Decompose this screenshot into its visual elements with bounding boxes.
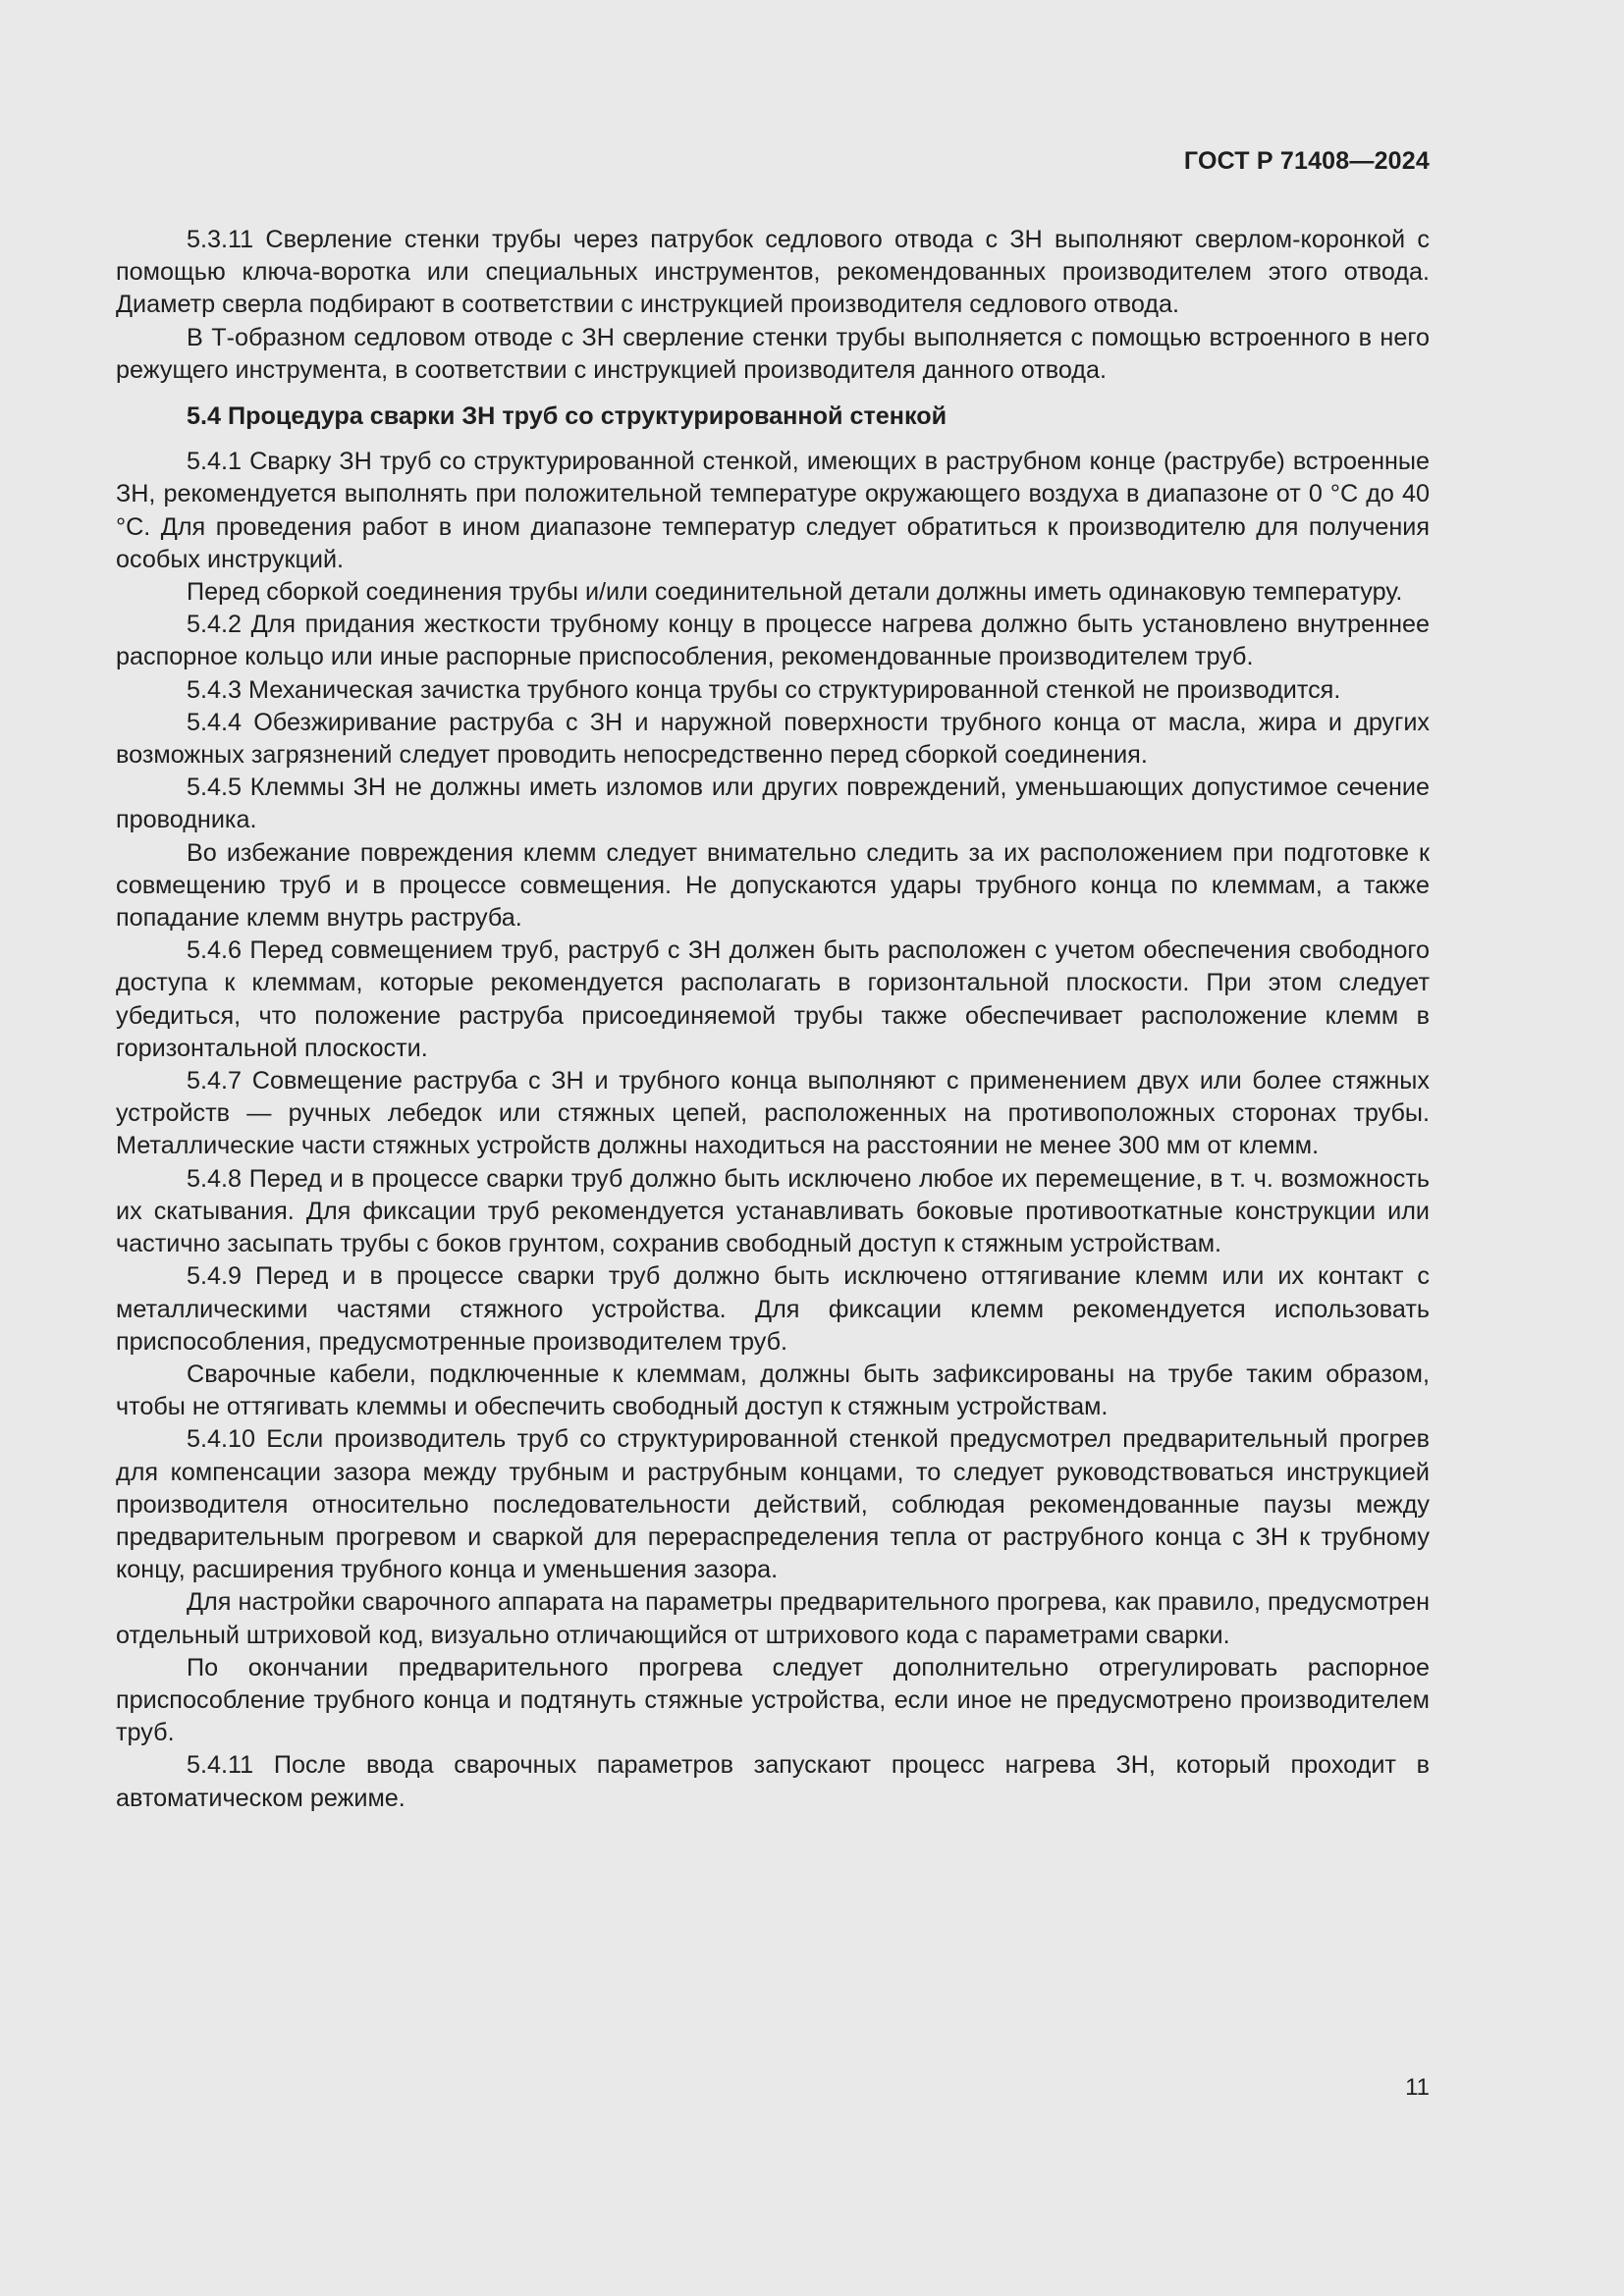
paragraph-5-4-5: 5.4.5 Клеммы ЗН не должны иметь изломов или других повреждений, уменьшающих допустимое сечение проводника. xyxy=(116,774,1430,834)
paragraph-5-3-11-tee: В Т-образном седловом отводе с ЗН сверление стенки трубы выполняется с помощью встроенного в него режущего инструмента, в соответствии с инструкцией производителя данного отвода. xyxy=(116,323,1430,384)
paragraph-5-4-10: 5.4.10 Если производитель труб со структурированной стенкой предусмотрел предварительный прогрев для компенсации зазора между трубным и раструбным концами, то следует руководствоваться инструкцией производителя относительно последовательности действий, соблюдая рекомендованные паузы между предварительным прогревом и сваркой для перераспределения тепла от раструбного конца с ЗН к трубному концу, расширения трубного конца и уменьшения зазора. xyxy=(116,1425,1430,1584)
page-number: 11 xyxy=(1405,2074,1430,2101)
paragraph-5-4-11: 5.4.11 После ввода сварочных параметров запускают процесс нагрева ЗН, который проходит в автоматическом режиме. xyxy=(116,1751,1430,1812)
paragraph-5-4-1: 5.4.1 Сварку ЗН труб со структурированной стенкой, имеющих в раструбном конце (раструбе) встроенные ЗН, рекомендуется выполнять при положительной температуре окружающего воздуха в диапазоне от 0 °C до 40 °C. Для проведения работ в ином диапазоне температур следует обратиться к производителю для получения особых инструкций. xyxy=(116,448,1430,573)
paragraph-5-4-8: 5.4.8 Перед и в процессе сварки труб должно быть исключено любое их перемещение, в т. ч. возможность их скатывания. Для фиксации труб рекомендуется устанавливать боковые противооткатные конструкции или частично засыпать трубы с боков грунтом, сохранив свободный доступ к стяжным устройствам. xyxy=(116,1164,1430,1258)
paragraph-5-4-2: 5.4.2 Для придания жесткости трубному концу в процессе нагрева должно быть установлено внутреннее распорное кольцо или иные распорные приспособления, рекомендованные производителем труб. xyxy=(116,611,1430,671)
paragraph-5-4-4: 5.4.4 Обезжиривание раструба с ЗН и наружной поверхности трубного конца от масла, жира и других возможных загрязнений следует проводить непосредственно перед сборкой соединения. xyxy=(116,708,1430,770)
section-heading-5-4: 5.4 Процедура сварки ЗН труб со структурированной стенкой xyxy=(187,402,947,431)
document-body xyxy=(116,224,1430,1815)
paragraph-5-3-11: 5.3.11 Сверление стенки трубы через патрубок седлового отвода с ЗН выполняют сверлом-коронкой с помощью ключа-воротка или специальных инструментов, рекомендованных производителем этого отвода. Диаметр сверла подбирают в соответствии с инструкцией производителя седлового отвода. xyxy=(116,226,1430,319)
paragraph-5-4-3: 5.4.3 Механическая зачистка трубного конца трубы со структурированной стенкой не производится. xyxy=(187,675,1341,704)
paragraph-5-4-9: 5.4.9 Перед и в процессе сварки труб должно быть исключено оттягивание клемм или их контакт с металлическими частями стяжного устройства. Для фиксации клемм рекомендуется использовать приспособления, предусмотренные производителем труб. xyxy=(116,1262,1430,1356)
paragraph-5-4-1-temperature: Перед сборкой соединения трубы и/или соединительной детали должны иметь одинаковую температуру. xyxy=(187,578,1403,607)
paragraph-5-4-10-after-preheat: По окончании предварительного прогрева следует дополнительно отрегулировать распорное приспособление трубного конца и подтянуть стяжные устройства, если иное не предусмотрено производителем труб. xyxy=(116,1653,1430,1747)
paragraph-5-4-6: 5.4.6 Перед совмещением труб, раструб с ЗН должен быть расположен с учетом обеспечения свободного доступа к клеммам, которые рекомендуется располагать в горизонтальной плоскости. При этом следует убедиться, что положение раструба присоединяемой трубы также обеспечивает расположение клемм в горизонтальной плоскости. xyxy=(116,936,1430,1062)
page-header-standard-id: ГОСТ Р 71408—2024 xyxy=(1183,147,1430,175)
paragraph-5-4-7: 5.4.7 Совмещение раструба с ЗН и трубного конца выполняют с применением двух или более стяжных устройств — ручных лебедок или стяжных цепей, расположенных на противоположных сторонах трубы. Металлические части стяжных устройств должны находиться на расстоянии не менее 300 мм от клемм. xyxy=(116,1067,1430,1160)
paragraph-5-4-10-barcode: Для настройки сварочного аппарата на параметры предварительного прогрева, как правило, предусмотрен отдельный штриховой код, визуально отличающийся от штрихового кода с параметрами сварки. xyxy=(116,1588,1430,1649)
paragraph-5-4-9-cables: Сварочные кабели, подключенные к клеммам, должны быть зафиксированы на трубе таким образом, чтобы не оттягивать клеммы и обеспечить свободный доступ к стяжным устройствам. xyxy=(116,1360,1430,1421)
paragraph-5-4-5-clamps: Во избежание повреждения клемм следует внимательно следить за их расположением при подготовке к совмещению труб и в процессе совмещения. Не допускаются удары трубного конца по клеммам, а также попадание клемм внутрь раструба. xyxy=(116,838,1430,933)
